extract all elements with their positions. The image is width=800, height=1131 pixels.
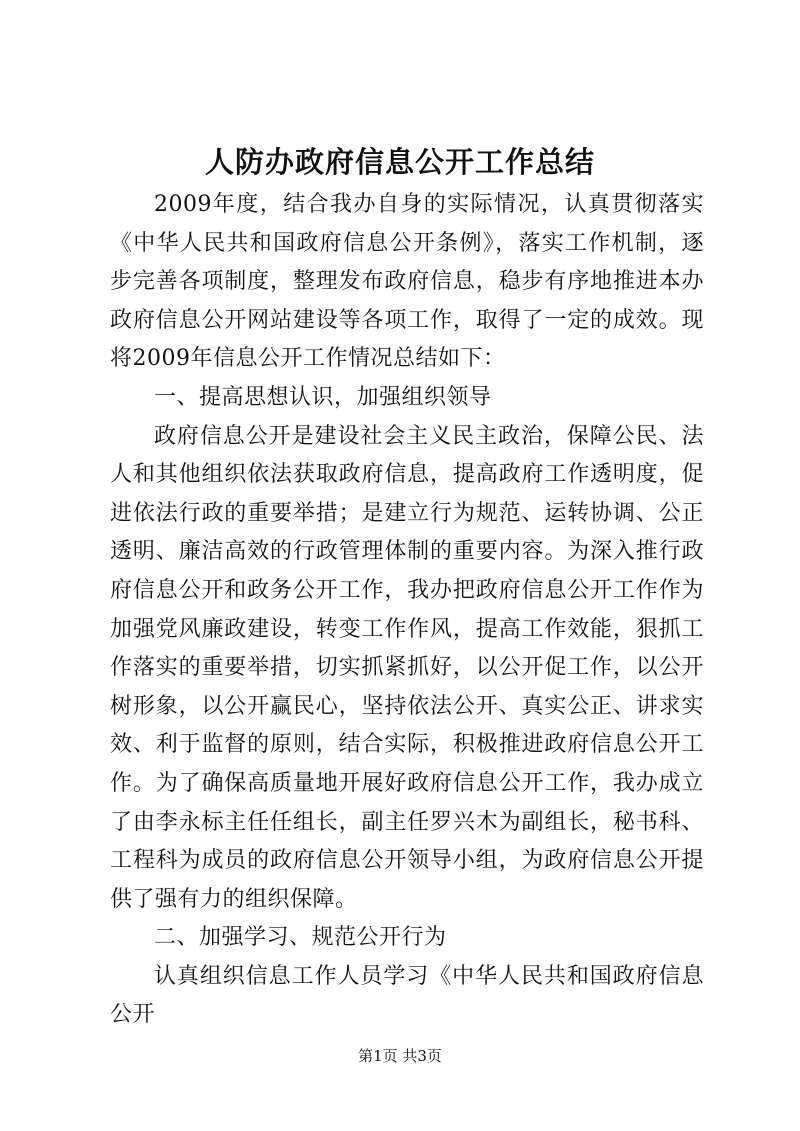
document-title: 人防办政府信息公开工作总结 — [204, 145, 595, 179]
document-body — [110, 186, 704, 1035]
paragraph-intro: 2009年度，结合我办自身的实际情况，认真贯彻落实《中华人民共和国政府信息公开条例》，落实工作机制，逐步完善各项制度，整理发布政府信息，稳步有序地推进本办政府信息公开网站建设等各项工作，取得了一定的成效。现将2009年信息公开工作情况总结如下： — [110, 192, 704, 372]
section-heading-2: 二、加强学习、规范公开行为 — [154, 925, 447, 951]
paragraph-section-1: 政府信息公开是建设社会主义民主政治，保障公民、法人和其他组织依法获取政府信息，提高政府工作透明度，促进依法行政的重要举措；是建立行为规范、运转协调、公正透明、廉洁高效的行政管理体制的重要内容。为深入推行政府信息公开和政务公开工作，我办把政府信息公开工作作为加强党风廉政建设，转变工作作风，提高工作效能，狠抓工作落实的重要举措，切实抓紧抓好，以公开促工作，以公开树形象，以公开赢民心，坚持依法公开、真实公正、讲求实效、利于监督的原则，结合实际，积极推进政府信息公开工作。为了确保高质量地开展好政府信息公开工作，我办成立了由李永标主任任组长，副主任罗兴木为副组长，秘书科、工程科为成员的政府信息公开领导小组，为政府信息公开提供了强有力的组织保障。 — [110, 423, 704, 912]
page-number-footer: 第1页 共3页 — [358, 1047, 442, 1065]
paragraph-section-2: 认真组织信息工作人员学习《中华人民共和国政府信息公开 — [110, 963, 704, 1028]
section-heading-1: 一、提高思想认识，加强组织领导 — [154, 384, 492, 410]
